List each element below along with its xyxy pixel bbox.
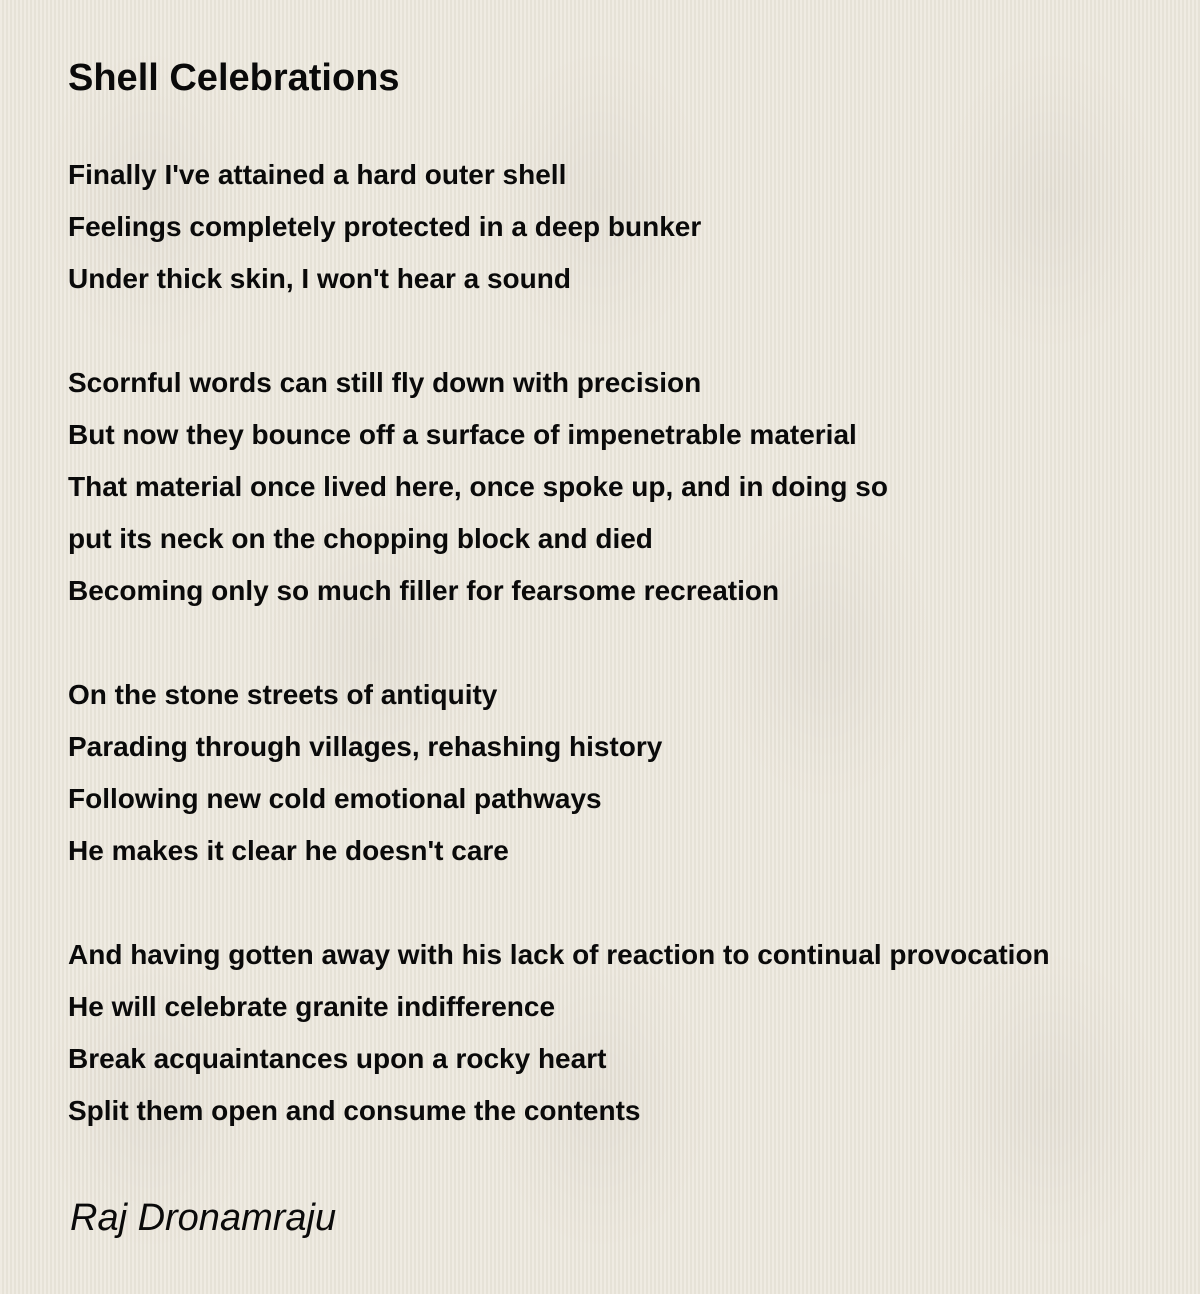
stanza-1 [68, 149, 1200, 305]
poem-line: But now they bounce off a surface of impenetrable material [68, 419, 857, 450]
poem-line: He makes it clear he doesn't care [68, 835, 509, 866]
poem-line: He will celebrate granite indifference [68, 991, 556, 1022]
poem-line: put its neck on the chopping block and died [68, 523, 653, 554]
poem-author: Raj Dronamraju [70, 1197, 337, 1239]
poem-line: Scornful words can still fly down with precision [68, 367, 702, 398]
poem-title: Shell Celebrations [68, 57, 400, 99]
poem-line: On the stone streets of antiquity [68, 679, 498, 710]
poem-line: Feelings completely protected in a deep bunker [68, 211, 702, 242]
poem-line: Under thick skin, I won't hear a sound [68, 263, 571, 294]
poem-line: Finally I've attained a hard outer shell [68, 159, 567, 190]
poem-line: Break acquaintances upon a rocky heart [68, 1043, 607, 1074]
stanza-2 [68, 357, 1200, 617]
poem-line: Split them open and consume the contents [68, 1095, 641, 1126]
poem-line: Following new cold emotional pathways [68, 783, 602, 814]
poem-line: Parading through villages, rehashing history [68, 731, 663, 762]
stanza-3 [68, 669, 1200, 877]
poem-body [68, 149, 1200, 1189]
poem-line: Becoming only so much filler for fearsome recreation [68, 575, 780, 606]
poem-line: That material once lived here, once spoke up, and in doing so [68, 471, 888, 502]
poem-line: And having gotten away with his lack of reaction to continual provocation [68, 939, 1050, 970]
stanza-4 [68, 929, 1200, 1137]
